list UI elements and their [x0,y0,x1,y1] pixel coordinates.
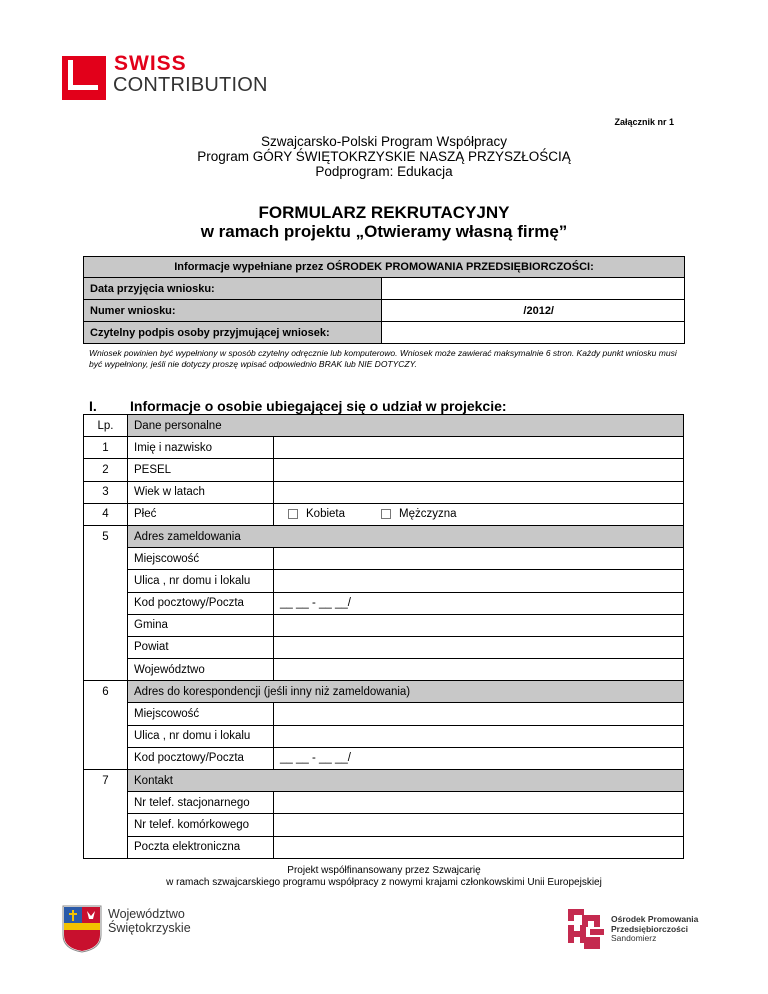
instruction-note: Wniosek powinien być wypełniony w sposób czytelny odręcznie lub komputerowo. Wniosek może zawierać maksymalnie 6 stron. Każdy punkt wniosku musi być wypełniony, jeśli nie dotyczy proszę wpisać odpowiednio BRAK lub NIE DOTYCZY. [89,348,677,369]
row-number: 7 [84,770,128,792]
section-title: Informacje o osobie ubiegającej się o udział w projekcie: [130,398,507,414]
female-checkbox[interactable] [288,509,298,519]
name-field[interactable] [274,437,684,459]
mobile-label: Nr telef. komórkowego [128,814,274,836]
registered-street-label: Ulica , nr domu i lokalu [128,570,274,592]
signature-field[interactable] [382,322,685,344]
name-label: Imię i nazwisko [128,437,274,459]
lp-header: Lp. [84,415,128,437]
logo-swiss-text: SWISS [114,52,187,75]
correspondence-postal-field[interactable]: __ __ - __ __/ [274,747,684,769]
office-info-header: Informacje wypełniane przez OŚRODEK PROMOWANIA PRZEDSIĘBIORCZOŚCI: [84,257,685,278]
table-row [84,525,684,547]
correspondence-address-header: Adres do korespondencji (jeśli inny niż zameldowania) [128,681,684,703]
application-number-label: Numer wniosku: [84,300,382,322]
voivodeship-coat-of-arms-icon [62,905,102,953]
gender-label: Płeć [128,503,274,525]
voivodeship-line-1: Województwo [108,907,185,921]
age-label: Wiek w latach [128,481,274,503]
registered-street-field[interactable] [274,570,684,592]
row-number: 4 [84,503,128,525]
registered-county-label: Powiat [128,636,274,658]
row-number: 3 [84,481,128,503]
opp-logo-icon [560,905,608,953]
correspondence-postal-label: Kod pocztowy/Poczta [128,747,274,769]
gender-options [274,503,684,525]
opp-line-1: Ośrodek Promowania [611,914,699,924]
voivodeship-logo-text [108,907,191,935]
row-number: 2 [84,459,128,481]
row-number: 6 [84,681,128,703]
landline-label: Nr telef. stacjonarnego [128,792,274,814]
registered-commune-label: Gmina [128,614,274,636]
opp-logo-text [611,915,698,944]
correspondence-street-field[interactable] [274,725,684,747]
received-date-label: Data przyjęcia wniosku: [84,278,382,300]
personal-data-header: Dane personalne [128,415,684,437]
table-row [84,681,684,703]
form-subtitle: w ramach projektu „Otwieramy własną firmę” [200,222,568,241]
email-field[interactable] [274,836,684,858]
table-row [84,481,684,503]
male-checkbox[interactable] [381,509,391,519]
table-row [84,459,684,481]
personal-data-table [83,414,684,859]
application-number-field[interactable]: /2012/ [382,300,685,322]
office-info-table [83,256,685,344]
female-label: Kobieta [306,508,346,521]
attachment-label: Załącznik nr 1 [614,117,674,127]
registered-commune-field[interactable] [274,614,684,636]
correspondence-city-field[interactable] [274,703,684,725]
email-label: Poczta elektroniczna [128,836,274,858]
swiss-cross-icon [62,56,106,100]
footer-line-1: Projekt współfinansowany przez Szwajcarię [287,865,481,876]
pesel-field[interactable] [274,459,684,481]
registered-city-field[interactable] [274,548,684,570]
opp-line-3: Sandomierz [611,933,657,943]
voivodeship-line-2: Świętokrzyskie [108,921,191,935]
table-row [84,503,684,525]
program-line-3: Podprogram: Edukacja [315,164,453,179]
registered-county-field[interactable] [274,636,684,658]
received-date-field[interactable] [382,278,685,300]
registered-city-label: Miejscowość [128,548,274,570]
form-title: FORMULARZ REKRUTACYJNY [258,203,510,222]
registered-address-header: Adres zameldowania [128,525,684,547]
signature-label: Czytelny podpis osoby przyjmującej wniosek: [84,322,382,344]
mobile-field[interactable] [274,814,684,836]
table-row [84,437,684,459]
correspondence-city-label: Miejscowość [128,703,274,725]
footer-line-2: w ramach szwajcarskiego programu współpracy z nowymi krajami członkowskimi Unii Europejskiej [166,877,602,888]
pesel-label: PESEL [128,459,274,481]
table-row [84,770,684,792]
landline-field[interactable] [274,792,684,814]
swiss-contribution-logo [62,56,106,100]
section-number: I. [89,398,97,414]
contact-header: Kontakt [128,770,684,792]
registered-voivodeship-label: Województwo [128,659,274,681]
opp-line-2: Przedsiębiorczości [611,923,689,934]
program-line-1: Szwajcarsko-Polski Program Współpracy [260,134,508,149]
age-field[interactable] [274,481,684,503]
registered-postal-label: Kod pocztowy/Poczta [128,592,274,614]
row-number: 5 [84,525,128,547]
male-label: Mężczyzna [399,508,457,521]
row-number: 1 [84,437,128,459]
registered-voivodeship-field[interactable] [274,659,684,681]
program-line-2: Program GÓRY ŚWIĘTOKRZYSKIE NASZĄ PRZYSZŁOŚCIĄ [197,149,571,164]
logo-contribution-text: CONTRIBUTION [113,74,268,96]
correspondence-street-label: Ulica , nr domu i lokalu [128,725,274,747]
registered-postal-field[interactable]: __ __ - __ __/ [274,592,684,614]
